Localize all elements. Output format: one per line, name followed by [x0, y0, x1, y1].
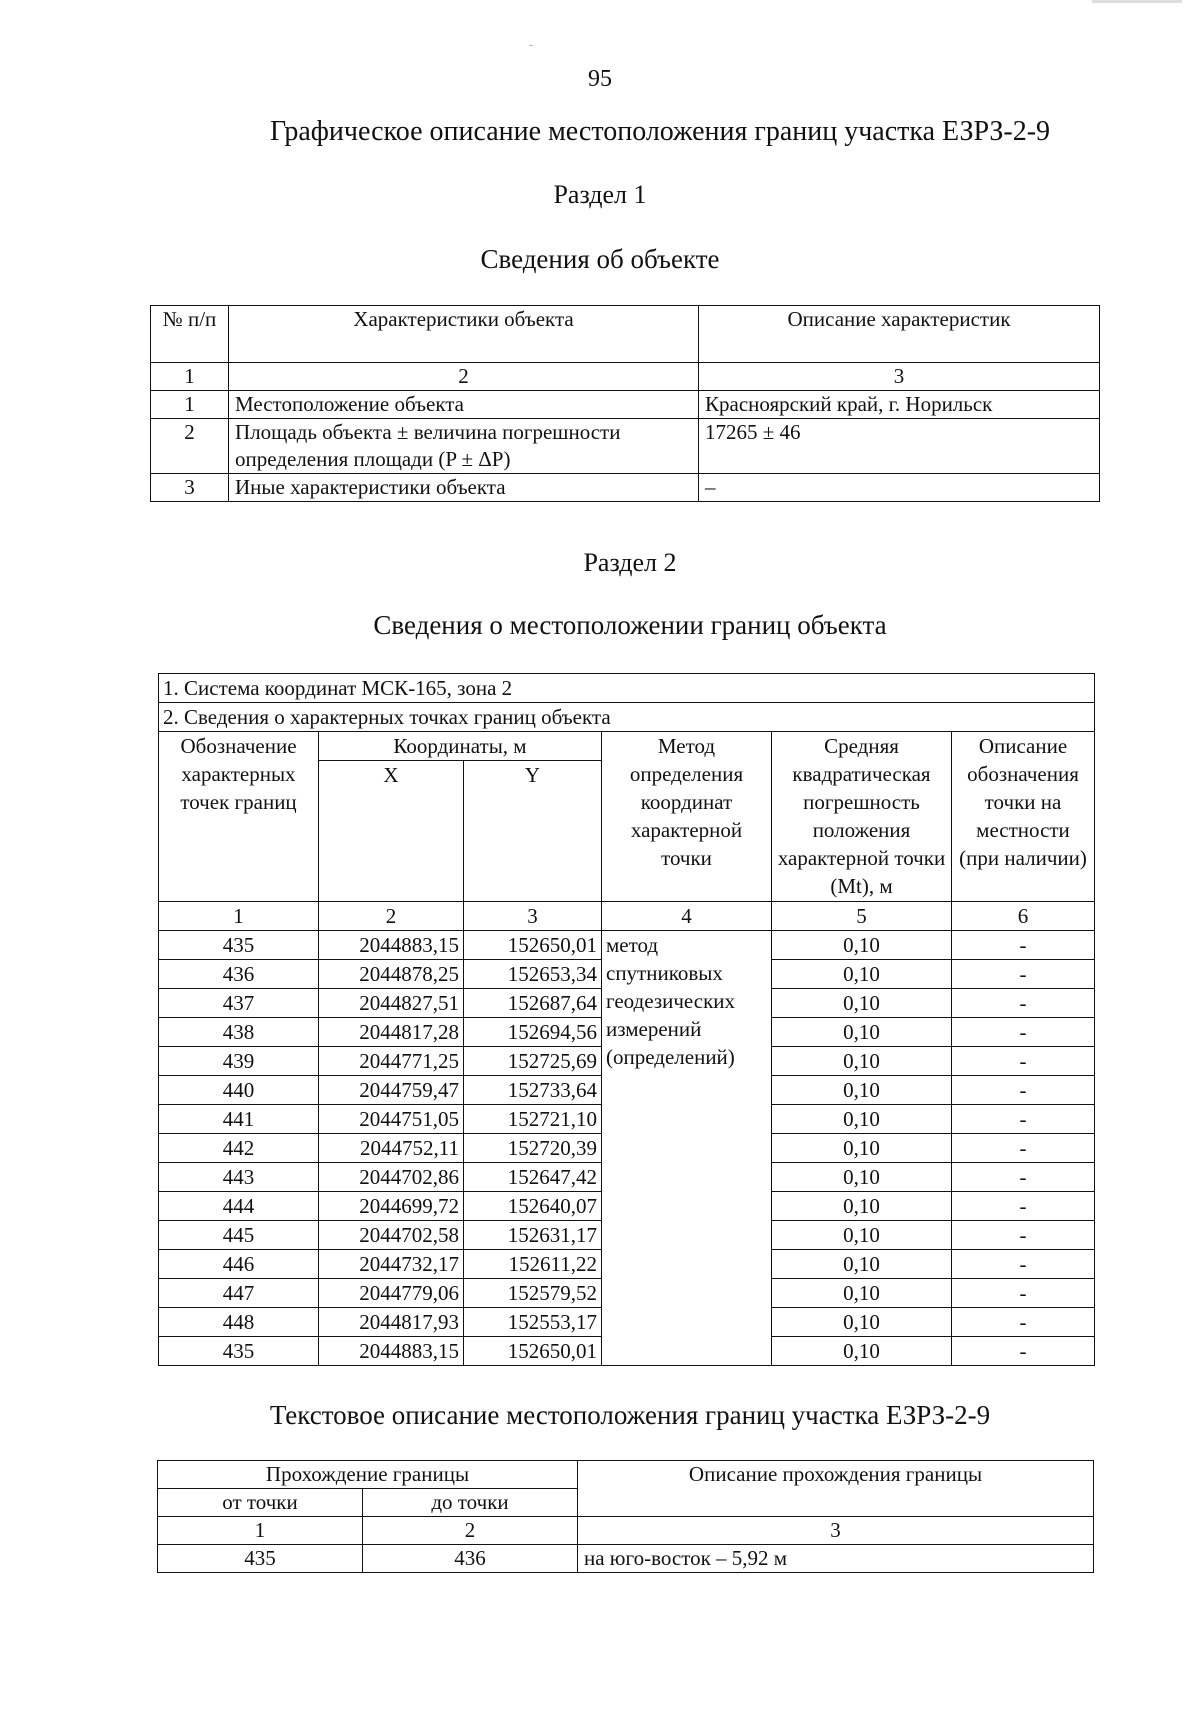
column-number: 3	[464, 902, 602, 931]
column-number: 1	[159, 902, 319, 931]
column-number: 1	[151, 363, 229, 391]
header-desc: Описание прохождения границы	[578, 1461, 1094, 1517]
point-id: 441	[159, 1105, 319, 1134]
x-coordinate: 2044752,11	[319, 1134, 464, 1163]
section1-heading: Раздел 1	[553, 180, 647, 209]
mt-value: 0,10	[772, 1076, 952, 1105]
from-point: 435	[158, 1545, 363, 1573]
table-row	[158, 1545, 1094, 1573]
point-id: 438	[159, 1018, 319, 1047]
column-number-row	[158, 1517, 1094, 1545]
description-cell: 17265 ± 46	[699, 419, 1100, 474]
point-description: -	[952, 1279, 1095, 1308]
point-description: -	[952, 931, 1095, 960]
scan-artifact	[1092, 0, 1182, 3]
mt-value: 0,10	[772, 1337, 952, 1366]
x-coordinate: 2044751,05	[319, 1105, 464, 1134]
points-body	[159, 931, 1095, 1366]
point-description: -	[952, 1192, 1095, 1221]
point-id: 445	[159, 1221, 319, 1250]
mt-value: 0,10	[772, 989, 952, 1018]
mt-value: 0,10	[772, 1192, 952, 1221]
point-id: 446	[159, 1250, 319, 1279]
x-coordinate: 2044883,15	[319, 1337, 464, 1366]
point-id: 440	[159, 1076, 319, 1105]
header-method: Метод определения координат характерной точки	[602, 732, 772, 902]
description-cell: Красноярский край, г. Норильск	[699, 391, 1100, 419]
x-coordinate: 2044759,47	[319, 1076, 464, 1105]
column-number-row	[159, 902, 1095, 931]
column-number: 4	[602, 902, 772, 931]
x-coordinate: 2044699,72	[319, 1192, 464, 1221]
section2-heading: Раздел 2	[583, 548, 677, 577]
y-coordinate: 152553,17	[464, 1308, 602, 1337]
description-cell: –	[699, 474, 1100, 502]
point-description: -	[952, 1308, 1095, 1337]
column-number: 3	[578, 1517, 1094, 1545]
header-y: Y	[464, 761, 602, 902]
column-number: 3	[699, 363, 1100, 391]
y-coordinate: 152725,69	[464, 1047, 602, 1076]
table-row	[151, 419, 1100, 474]
point-description: -	[952, 1250, 1095, 1279]
object-info-table	[150, 305, 1100, 502]
point-id: 435	[159, 931, 319, 960]
point-description: -	[952, 1221, 1095, 1250]
row-number: 1	[151, 391, 229, 419]
point-description: -	[952, 1337, 1095, 1366]
column-number: 2	[363, 1517, 578, 1545]
header-point: Обозначение характерных точек границ	[159, 732, 319, 902]
header-cell: № п/п	[151, 306, 229, 363]
characteristic-cell: Площадь объекта ± величина погрешности определения площади (P ± ΔP)	[229, 419, 699, 474]
x-coordinate: 2044779,06	[319, 1279, 464, 1308]
y-coordinate: 152640,07	[464, 1192, 602, 1221]
column-number: 1	[158, 1517, 363, 1545]
header-to: до точки	[363, 1489, 578, 1517]
row-number: 3	[151, 474, 229, 502]
points-info-cell: 2. Сведения о характерных точках границ объекта	[159, 703, 1095, 732]
y-coordinate: 152631,17	[464, 1221, 602, 1250]
header-x: X	[319, 761, 464, 902]
x-coordinate: 2044817,93	[319, 1308, 464, 1337]
column-number: 5	[772, 902, 952, 931]
mt-value: 0,10	[772, 1163, 952, 1192]
point-id: 439	[159, 1047, 319, 1076]
y-coordinate: 152733,64	[464, 1076, 602, 1105]
mt-value: 0,10	[772, 1221, 952, 1250]
points-info-row	[159, 703, 1095, 732]
point-id: 444	[159, 1192, 319, 1221]
point-description: -	[952, 1134, 1095, 1163]
y-coordinate: 152694,56	[464, 1018, 602, 1047]
header-cell: Описание характеристик	[699, 306, 1100, 363]
coordinate-system-row	[159, 674, 1095, 703]
point-description: -	[952, 960, 1095, 989]
mt-value: 0,10	[772, 931, 952, 960]
column-number: 2	[319, 902, 464, 931]
table-header-row	[151, 306, 1100, 363]
x-coordinate: 2044827,51	[319, 989, 464, 1018]
page-number: 95	[588, 66, 612, 92]
point-id: 436	[159, 960, 319, 989]
y-coordinate: 152579,52	[464, 1279, 602, 1308]
x-coordinate: 2044878,25	[319, 960, 464, 989]
header-coords: Координаты, м	[319, 732, 602, 761]
transition-description: на юго-восток – 5,92 м	[578, 1545, 1094, 1573]
mt-value: 0,10	[772, 1047, 952, 1076]
point-description: -	[952, 1047, 1095, 1076]
column-number: 2	[229, 363, 699, 391]
point-id: 448	[159, 1308, 319, 1337]
x-coordinate: 2044883,15	[319, 931, 464, 960]
characteristic-cell: Местоположение объекта	[229, 391, 699, 419]
table-row	[159, 931, 1095, 960]
mt-value: 0,10	[772, 960, 952, 989]
y-coordinate: 152647,42	[464, 1163, 602, 1192]
characteristic-cell: Иные характеристики объекта	[229, 474, 699, 502]
point-description: -	[952, 1076, 1095, 1105]
y-coordinate: 152653,34	[464, 960, 602, 989]
point-id: 447	[159, 1279, 319, 1308]
column-number: 6	[952, 902, 1095, 931]
y-coordinate: 152611,22	[464, 1250, 602, 1279]
section1-subheading: Сведения об объекте	[480, 244, 720, 274]
page-title: Графическое описание местоположения границ участка ЕЗРЗ-2-9	[269, 116, 1051, 147]
y-coordinate: 152687,64	[464, 989, 602, 1018]
point-description: -	[952, 1105, 1095, 1134]
section2-subheading: Сведения о местоположении границ объекта	[373, 610, 887, 640]
text-description-title: Текстовое описание местоположения границ участка ЕЗРЗ-2-9	[269, 1400, 991, 1430]
mt-value: 0,10	[772, 1279, 952, 1308]
point-id: 442	[159, 1134, 319, 1163]
point-id: 437	[159, 989, 319, 1018]
x-coordinate: 2044702,58	[319, 1221, 464, 1250]
mt-value: 0,10	[772, 1134, 952, 1163]
table-row	[151, 474, 1100, 502]
header-from: от точки	[158, 1489, 363, 1517]
point-id: 443	[159, 1163, 319, 1192]
mt-value: 0,10	[772, 1250, 952, 1279]
table-header-row	[159, 732, 1095, 761]
table-row	[151, 391, 1100, 419]
mt-value: 0,10	[772, 1018, 952, 1047]
point-description: -	[952, 989, 1095, 1018]
point-id: 435	[159, 1337, 319, 1366]
point-description: -	[952, 1163, 1095, 1192]
boundary-points-table	[158, 673, 1095, 1366]
header-cell: Характеристики объекта	[229, 306, 699, 363]
x-coordinate: 2044702,86	[319, 1163, 464, 1192]
mt-value: 0,10	[772, 1308, 952, 1337]
y-coordinate: 152650,01	[464, 1337, 602, 1366]
header-desc: Описание обозначения точки на местности (при наличии)	[952, 732, 1095, 902]
to-point: 436	[363, 1545, 578, 1573]
x-coordinate: 2044771,25	[319, 1047, 464, 1076]
point-description: -	[952, 1018, 1095, 1047]
method-cell: метод спутниковых геодезических измерений (определений)	[602, 931, 772, 1366]
coordinate-system-cell: 1. Система координат МСК-165, зона 2	[159, 674, 1095, 703]
row-number: 2	[151, 419, 229, 474]
header-error: Средняя квадратическая погрешность положения характерной точки (Mt), м	[772, 732, 952, 902]
boundary-transition-table	[157, 1460, 1094, 1573]
scan-artifact	[529, 45, 533, 46]
y-coordinate: 152720,39	[464, 1134, 602, 1163]
y-coordinate: 152650,01	[464, 931, 602, 960]
x-coordinate: 2044732,17	[319, 1250, 464, 1279]
table-header-row	[158, 1461, 1094, 1489]
mt-value: 0,10	[772, 1105, 952, 1134]
y-coordinate: 152721,10	[464, 1105, 602, 1134]
header-pass: Прохождение границы	[158, 1461, 578, 1489]
x-coordinate: 2044817,28	[319, 1018, 464, 1047]
column-number-row	[151, 363, 1100, 391]
